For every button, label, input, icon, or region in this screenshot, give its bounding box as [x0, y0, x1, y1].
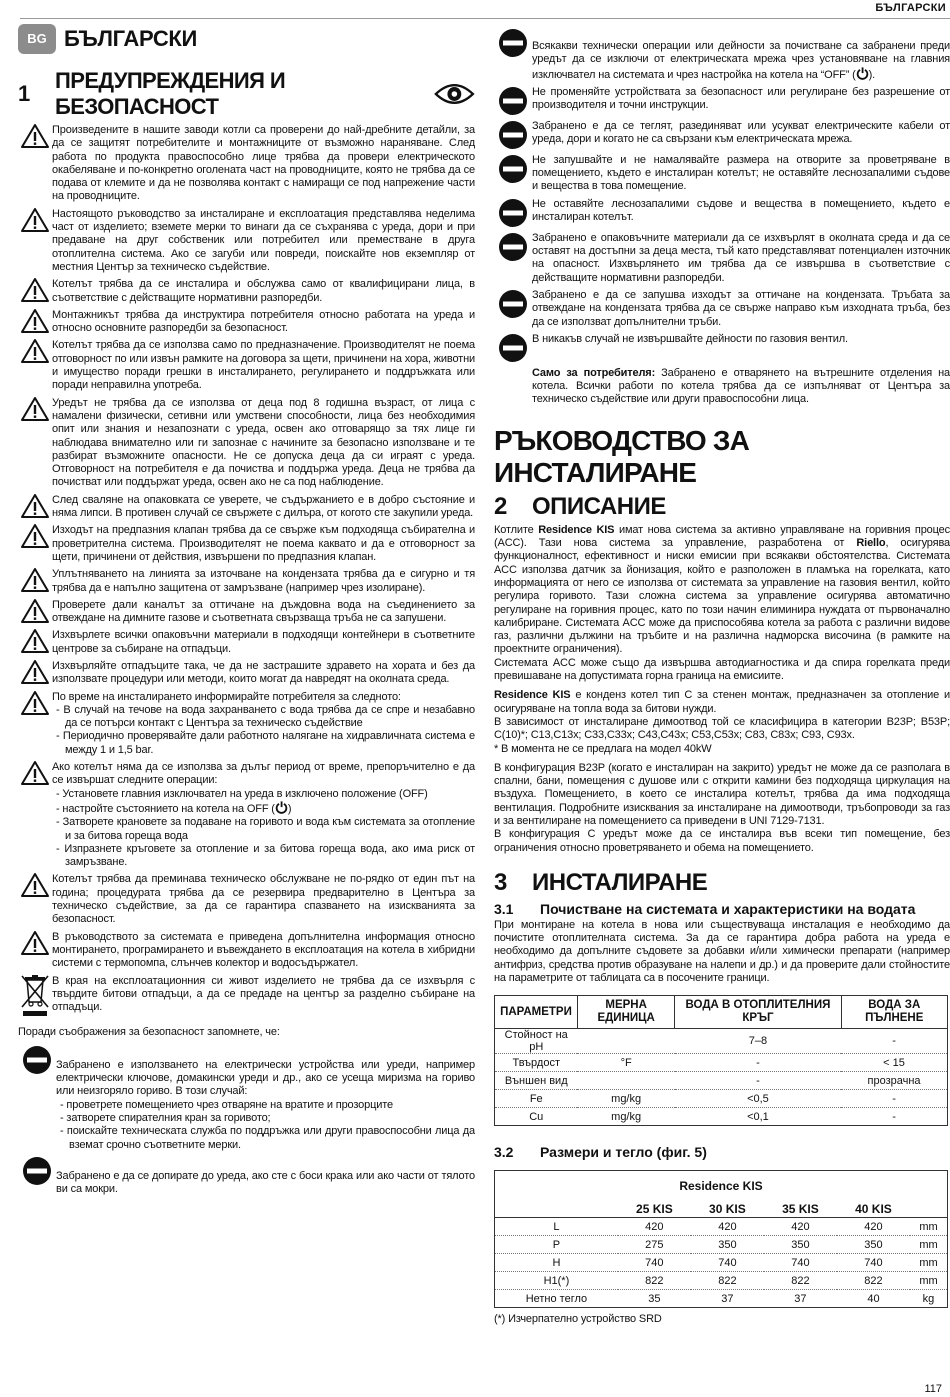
description-paragraph-2: Системата ACC може също да извършва автодиагностика и да спира горелката преди превишаване на допустимата горна граница на емисиите.	[494, 656, 950, 683]
product-name: Residence KIS	[494, 689, 571, 702]
table-cell: прозрачна	[841, 1072, 947, 1090]
power-icon	[856, 69, 869, 81]
warning-text: Уплътняването на линията за източване на кондензата трябва да е сигурно и тя трябва да е напълно защитена от замръзване (например чрез изолиране).	[52, 568, 475, 594]
warning-icon	[18, 690, 52, 716]
prohibition-icon	[494, 289, 532, 319]
subsection-3-1-heading	[494, 901, 950, 917]
subsection-number: 3.2	[494, 1144, 514, 1161]
warning-item	[18, 568, 475, 595]
section-title: ОПИСАНИЕ	[532, 492, 666, 520]
prohibition-icon	[18, 1045, 56, 1075]
warning-icon	[18, 523, 52, 549]
crossed-bin-icon	[18, 974, 52, 1018]
eye-icon	[434, 81, 475, 107]
prohibition-item	[494, 120, 950, 150]
table-cell: 822	[764, 1272, 837, 1290]
bullet-item: - В случай на течове на вода захранването с вода трябва да се спре и незабавно да се потърси контакт с Центъра за техническо съдействие	[56, 703, 475, 730]
warning-text: След сваляне на опаковката се уверете, че съдържанието е в добро състояние и няма липси. В противен случай се свържете с дилъра, от когото сте закупили уреда.	[52, 493, 475, 520]
prohibition-icon	[18, 1156, 56, 1186]
subsection-3-1-text: При монтиране на котела в нова или съществуваща инсталация е необходимо да почистите отоплителната система. За да се гарантира добра работа на уреда е необходимо да допълните съдовете за добавки и/или химически препарати (например антифриз, средства против образуване на налепи и др.) и да проверите дали стойностите на параметрите от таблицата са в посочените граници.	[494, 918, 950, 985]
text: Не оставяйте леснозапалими съдове и вещества в помещението, където е инсталиран котелът.	[532, 197, 950, 224]
description-paragraph-3	[494, 689, 950, 716]
text: е конденз котел тип C за стенен монтаж, предназначен за отопление и осигуряване на топла вода за битови нужди.	[494, 689, 950, 715]
column-header: 40 KIS	[837, 1201, 910, 1218]
table-cell: 7–8	[675, 1029, 841, 1054]
text: Забранено е да се теглят, разединяват или усукват електрическите кабели от уреда, дори и когато не са свързани към електрическата мрежа.	[532, 119, 950, 146]
bullet-item: - поискайте техническата служба по поддръжка или други правоспособни лица да вземат срочно съответните мерки.	[60, 1125, 475, 1151]
table-cell: °F	[577, 1054, 674, 1072]
text: имат нова система за активно управляване на горивния процес (ACC). Тази нова система за управление, разработена от	[494, 523, 950, 550]
warning-text: Монтажникът трябва да инструктира потребителя относно работата на уреда и относно основните разпоредби за безопасност.	[52, 308, 475, 335]
install-info-intro: По време на инсталирането информирайте потребителя за следното:	[52, 690, 401, 703]
prohibition-text	[532, 120, 950, 147]
table-cell: 420	[837, 1218, 910, 1236]
section-2-heading	[494, 493, 950, 521]
warning-install-info	[18, 691, 475, 757]
table-row	[495, 1272, 948, 1290]
prohibition-icon	[494, 28, 532, 58]
prohibition-item	[494, 289, 950, 329]
text: Не променяйте устройствата за безопасност или регулиране без разрешение от производителя и точни инструкции.	[532, 85, 950, 112]
table-cell: Стойност на pH	[495, 1029, 578, 1054]
table-cell: -	[841, 1090, 947, 1108]
warning-text: Котелът трябва да се инсталира и обслужва само от квалифицирани лица, в съответствие с действащите нормативни разпоредби.	[52, 278, 475, 304]
installation-manual-title: РЪКОВОДСТВО ЗА ИНСТАЛИРАНЕ	[494, 424, 750, 488]
column-header: ПАРАМЕТРИ	[495, 996, 578, 1029]
language-heading	[18, 24, 475, 54]
table-cell: mm	[910, 1236, 948, 1254]
table-cell: P	[495, 1236, 618, 1254]
description-footnote: * В момента не се предлага на модел 40kW	[494, 742, 712, 755]
subsection-number: 3.1	[494, 900, 514, 917]
warning-icon	[18, 567, 52, 593]
section-3-heading	[494, 869, 950, 897]
description-paragraph-7: В конфигурация C уредът може да се инсталира във всеки тип помещение, без ограничения относно проветряването и обема на помещението.	[494, 828, 950, 854]
long-period-bullet-off	[52, 801, 475, 816]
prohibition-icon	[494, 154, 532, 184]
warning-item	[18, 660, 475, 687]
table-row	[495, 1108, 948, 1126]
warning-text: Уредът не трябва да се използва от деца под 8 годишна възраст, от лица с намалени физически, сетивни или умствени способности, лица без необходимия опит или знания и незапознати с уреда, освен ако отговарящо за тях лице ги наблюдава внимателно или ги запознае с начините за безопасно използване и те разбират възможните опасности. Не се допуска деца да си играят с уреда. Отговорност на потребителя е да почиства и поддържа уреда. Деца не трябва да почистват или поддържат уреда, освен ако не са под наблюдение.	[52, 396, 475, 489]
table-cell: 822	[837, 1272, 910, 1290]
table-cell	[577, 1029, 674, 1054]
column-header: МЕРНА ЕДИНИЦА	[577, 996, 674, 1029]
warning-item	[18, 629, 475, 656]
table-cell: 740	[618, 1254, 691, 1272]
water-parameters-table	[494, 995, 948, 1126]
language-code-badge: BG	[18, 24, 56, 54]
weee-notice	[18, 975, 475, 1018]
description-paragraph-1	[494, 524, 950, 657]
prohibition-icon	[494, 86, 532, 116]
table-cell: Нетно тегло	[495, 1290, 618, 1308]
warning-text: Изходът на предпазния клапан трябва да се свърже към подходяща събирателна и проветрителна система. Производителят не поема каквато и да е отговорност за щети, причинени от действия, извършени по предпазния клапан.	[52, 524, 475, 563]
table-cell: < 15	[841, 1054, 947, 1072]
column-header	[910, 1201, 948, 1218]
warning-text: Настоящото ръководство за инсталиране и експлоатация представлява неделима част от изделието; вземете мерки то винаги да се съхранява с уреда, дори и при предаване на друг собственик или потребител или преместване в друга отоплителна система. Ако се загуби или повреди, поискайте нов екземпляр от местния Център за техническо съдействие.	[52, 207, 475, 273]
table-cell: -	[675, 1054, 841, 1072]
long-period-bullet: - Изпразнете кръговете за отопление и за битова гореща вода, ако има риск от замръзване.	[56, 842, 475, 869]
brand-name: Riello	[856, 537, 886, 550]
bullet-text: )	[287, 802, 292, 815]
table-cell: 420	[691, 1218, 764, 1236]
warning-text: Котелът трябва да се използва само по предназначение. Производителят не поема отговорност по или извън рамките на договора за щети, причинени на хора, животни и имущество поради грешки в инсталирането, регулирането и поддръжката или поради неправилна употреба.	[52, 339, 475, 392]
text: ).	[868, 68, 876, 81]
table-cell: 420	[764, 1218, 837, 1236]
header-label: БЪЛГАРСКИ	[875, 2, 946, 14]
text: Не запушвайте и не намалявайте размера на отворите за проветряване в помещението, където е инсталиран котелът; не оставяйте леснозапалими съдове и вещества в това помещение.	[532, 153, 950, 193]
install-info-bullets	[52, 704, 475, 757]
column-header: 25 KIS	[618, 1201, 691, 1218]
prohibition-text: Забранено е да се допирате до уреда, ако сте с боси крака или ако части от тялото ви са мокри.	[56, 1169, 475, 1196]
warning-icon	[18, 123, 52, 149]
language-title: БЪЛГАРСКИ	[64, 26, 198, 51]
table-cell: 37	[764, 1290, 837, 1308]
dimensions-table-note: (*) Изчерпателно устройство SRD	[494, 1313, 662, 1326]
weee-text: В края на експлоатационния си живот изделието не трябва да се изхвърля с твърдите битови отпадъци, а да се предаде на център за разделно събиране на отпадъци.	[52, 974, 475, 1014]
warning-icon	[18, 872, 52, 898]
prohibition-item	[494, 154, 950, 194]
section-number: 1	[18, 81, 30, 106]
table-cell: H1(*)	[495, 1272, 618, 1290]
user-only-text: Забранено е отварянето на вътрешните отделения на котела. Всички работи по котела трябва да се изпълняват от Центъра за техническо съдействие или други правоспособни лица.	[532, 366, 950, 406]
table-cell: 40	[837, 1290, 910, 1308]
table-row	[495, 1236, 948, 1254]
warning-icon	[18, 930, 52, 956]
warning-icon	[18, 207, 52, 233]
table-cell: H	[495, 1254, 618, 1272]
warning-item	[18, 397, 475, 490]
user-only-notice	[494, 367, 950, 407]
table-cell: mg/kg	[577, 1108, 674, 1126]
section-1-heading	[18, 68, 475, 120]
prohibition-icon	[494, 198, 532, 228]
table-cell: 420	[618, 1218, 691, 1236]
section-number: 3	[494, 868, 507, 896]
user-only-label: Само за потребителя:	[532, 366, 656, 379]
prohibition-text	[532, 86, 950, 113]
table-cell: -	[841, 1029, 947, 1054]
table-row	[495, 1054, 948, 1072]
prohibition-left-1	[18, 1045, 475, 1152]
text: Забранено е да се запушва изходът за оттичане на кондензата. Тръбата за отвеждане на кондензата трябва да се свърже направо към изходната тръба, без да се използват допълнителни тръби.	[532, 288, 950, 328]
table-cell: 822	[618, 1272, 691, 1290]
table-cell: mm	[910, 1218, 948, 1236]
column-header: 30 KIS	[691, 1201, 764, 1218]
warning-item	[18, 494, 475, 521]
text: В никакъв случай не извършвайте дейности по газовия вентил.	[532, 332, 848, 345]
warning-item	[18, 524, 475, 564]
table-cell: 350	[837, 1236, 910, 1254]
table-cell: Cu	[495, 1108, 578, 1126]
table-header-row	[495, 996, 948, 1029]
prohibition-text	[532, 289, 950, 329]
description-paragraph-4: В зависимост от инсталиране димоотвод той се класифицира в категории B23P; B53P; C(10)*; C13,C13x; C33,C33x; C43,C43x; C53,C53x; C83, C83x; C93, C93x.	[494, 715, 950, 742]
table-row	[495, 1218, 948, 1236]
table-cell: <0,1	[675, 1108, 841, 1126]
table-cell: 350	[764, 1236, 837, 1254]
prohibitions-list	[494, 28, 950, 363]
prohibition-item	[494, 232, 950, 285]
header-bar	[20, 0, 950, 19]
prohibition-text	[532, 28, 950, 82]
subsection-3-2-heading	[494, 1144, 950, 1160]
long-period-intro: Ако котелът няма да се използва за дълъг период от време, препоръчително е да се извършат следните операции:	[52, 761, 475, 787]
table-cell: -	[841, 1108, 947, 1126]
table-cell: L	[495, 1218, 618, 1236]
warning-item	[18, 309, 475, 336]
table-cell: mm	[910, 1272, 948, 1290]
table-cell: 822	[691, 1272, 764, 1290]
table-cell	[577, 1072, 674, 1090]
warning-item	[18, 278, 475, 305]
column-header: ВОДА ЗА ПЪЛНЕНЕ	[841, 996, 947, 1029]
warning-icon	[18, 760, 52, 786]
table-cell: Външен вид	[495, 1072, 578, 1090]
page-number: 117	[924, 1383, 942, 1395]
warning-text: Проверете дали каналът за оттичане на дъждовна вода на съединението за отвеждане на димните газове и съответната свързваща тръба не са запушени.	[52, 598, 475, 625]
prohibition-left-2	[18, 1156, 475, 1197]
column-header	[495, 1201, 618, 1218]
warning-item	[18, 124, 475, 204]
table-cell: 740	[764, 1254, 837, 1272]
warning-text: Котелът трябва да преминава техническо обслужване не по-рядко от един път на година; процедурата трябва да се резервира предварително в Центъра за техническо съдействие, за да се гарантира спазването на изискванията за безопасност.	[52, 873, 475, 926]
section-title: ПРЕДУПРЕЖДЕНИЯ И БЕЗОПАСНОСТ	[55, 68, 286, 119]
table-caption-row	[495, 1171, 948, 1201]
table-cell: 350	[691, 1236, 764, 1254]
prohibition-text	[532, 232, 950, 285]
table-cell: Fe	[495, 1090, 578, 1108]
prohibition-item	[494, 198, 950, 228]
table-caption: Residence KIS	[495, 1171, 948, 1201]
warning-icon	[18, 659, 52, 685]
prohibition-icon	[494, 120, 532, 150]
table-cell: 35	[618, 1290, 691, 1308]
table-cell: kg	[910, 1290, 948, 1308]
product-name: Residence KIS	[538, 523, 615, 536]
warning-text: Изхвърлете всички опаковъчни материали в подходящи контейнери в съответните центрове за събиране на отпадъци.	[52, 629, 475, 655]
text: Котлите	[494, 523, 539, 536]
table-row	[495, 1029, 948, 1054]
warning-icon	[18, 396, 52, 422]
table-cell: <0,5	[675, 1090, 841, 1108]
warning-text: В ръководството за системата е приведена допълнителна информация относно монтирането, програмирането и въвеждането в експлоатация на котела в хибридни системи с термопомпа, слънчев колектор и водосъдържател.	[52, 930, 475, 970]
prohibition-text	[532, 198, 950, 225]
bullet-text: - настройте състоянието на котела на OFF (	[56, 802, 275, 815]
warning-icon	[18, 493, 52, 519]
warning-icon	[18, 628, 52, 654]
safety-intro: Поради съображения за безопасност запомнете, че:	[18, 1025, 280, 1038]
text: , осигурява функционалност, ефективност и ниски емисии при всякакви обстоятелства. Системата ACC използва датчик за йонизация, който е разположен в пламъка на горелката, като информацията от него се използва от системата за управление на газовия вентил, който регулира горивото. Тази сложна система за управление осигурява автоматично регулиране на горивния процес, като по този начин елиминира нуждата от първоначално калибриране. Системата ACC може да приспособява котела за работа с различни видове газ, различни дължини на тръбите и на различна надморска височина (в рамките на проектните ограничения).	[494, 537, 950, 656]
column-header: ВОДА В ОТОПЛИТЕЛНИЯ КРЪГ	[675, 996, 841, 1029]
warnings-list	[18, 124, 475, 687]
prohibition-text	[532, 333, 950, 346]
bullet-item: - затворете спирателния кран за горивото;	[60, 1112, 271, 1124]
prohibition-item	[494, 86, 950, 116]
column-header: 35 KIS	[764, 1201, 837, 1218]
warning-item	[18, 339, 475, 392]
left-column	[18, 22, 475, 1200]
warning-icon	[18, 277, 52, 303]
prohibition-item	[494, 333, 950, 363]
warning-long-period	[18, 761, 475, 869]
warning-icon	[18, 598, 52, 624]
table-cell: 740	[837, 1254, 910, 1272]
warnings-list-2	[18, 873, 475, 970]
table-row	[495, 1290, 948, 1308]
table-cell: -	[675, 1072, 841, 1090]
table-cell: mm	[910, 1254, 948, 1272]
prohibition-item	[494, 28, 950, 82]
table-cell: 275	[618, 1236, 691, 1254]
prohibition-text	[532, 154, 950, 194]
section-title: ИНСТАЛИРАНЕ	[532, 868, 708, 896]
table-header-row	[495, 1201, 948, 1218]
subsection-title: Почистване на системата и характеристики на водата	[540, 900, 916, 917]
prohibition-icon	[494, 232, 532, 262]
right-column	[494, 28, 950, 1327]
warning-text: Произведените в нашите заводи котли са проверени до най-дребните детайли, за да се защитят потребителите и монтажниците от възможно нараняване. След работа по продукта правоспособно лице трябва да провери електрическото окабеляване и по-конкретно оголената част на проводниците, която не трябва да се подава от клемите и да не позволява контакт с намиращи се под напрежение части на проводниците.	[52, 124, 475, 203]
table-cell: Твърдост	[495, 1054, 578, 1072]
bullet-item: - Периодично проверявайте дали работното налягане на хидравличната система е между 1 и 1,5 bar.	[56, 730, 475, 756]
description-paragraph-6: В конфигурация B23P (когато е инсталиран на закрито) уредът не може да се разполага в спални, бани, помещения с душове или с открити камини без подходяща циркулация на въздуха. Помещението, в което се инсталира котелът, трябва да има подходяща вентилация. Подробните изисквания за инсталиране на димоотводи, тръбопроводи за газ и за вентилиране на помещението са приведени в UNI 7129-7131.	[494, 761, 950, 827]
warning-item	[18, 873, 475, 926]
long-period-bullet: - Затворете крановете за подаване на горивото и вода към системата за отопление и за битова гореща вода	[56, 816, 475, 842]
subsection-title: Размери и тегло (фиг. 5)	[540, 1144, 707, 1161]
bullet-item: - проветрете помещението чрез отваряне на вратите и прозорците	[60, 1098, 393, 1111]
table-cell: mg/kg	[577, 1090, 674, 1108]
prohibition-icon	[494, 333, 532, 363]
warning-icon	[18, 338, 52, 364]
text: Забранено е опаковъчните материали да се изхвърлят в околната среда и да се оставят на достъпни за деца места, тъй като представляват потенциален източник на опасност. Изхвърлянето им трябва да се извършва в съответствие с действащите нормативни разпоредби.	[532, 231, 950, 284]
table-cell: 740	[691, 1254, 764, 1272]
dimensions-table	[494, 1170, 948, 1308]
long-period-bullet: - Установете главния изключвател на уреда в изключено положение (OFF)	[56, 787, 428, 800]
table-row	[495, 1072, 948, 1090]
table-cell: 37	[691, 1290, 764, 1308]
warning-item	[18, 599, 475, 626]
table-row	[495, 1090, 948, 1108]
table-row	[495, 1254, 948, 1272]
power-icon	[275, 801, 288, 814]
prohibition-text: Забранено е използването на електрически устройства или уреди, например електрически ключове, домакински уреди и др., ако се усеща миризма на гориво или неизгоряло гориво. В този случай:	[56, 1058, 475, 1098]
warning-item	[18, 931, 475, 971]
warning-icon	[18, 308, 52, 334]
warning-item	[18, 208, 475, 274]
section-number: 2	[494, 492, 507, 520]
prohibition-bullets	[56, 1099, 475, 1152]
text: Всякакви технически операции или дейности за почистване са забранени преди уредът да се изключи от електрическата мрежа чрез установяване на главния изключвател на системата и чрез настройка на котела на “OFF” (	[532, 40, 950, 81]
warning-text: Изхвърляйте отпадъците така, че да не застрашите здравето на хората и без да използвате процедури или методи, които могат да навредят на околната среда.	[52, 659, 475, 686]
